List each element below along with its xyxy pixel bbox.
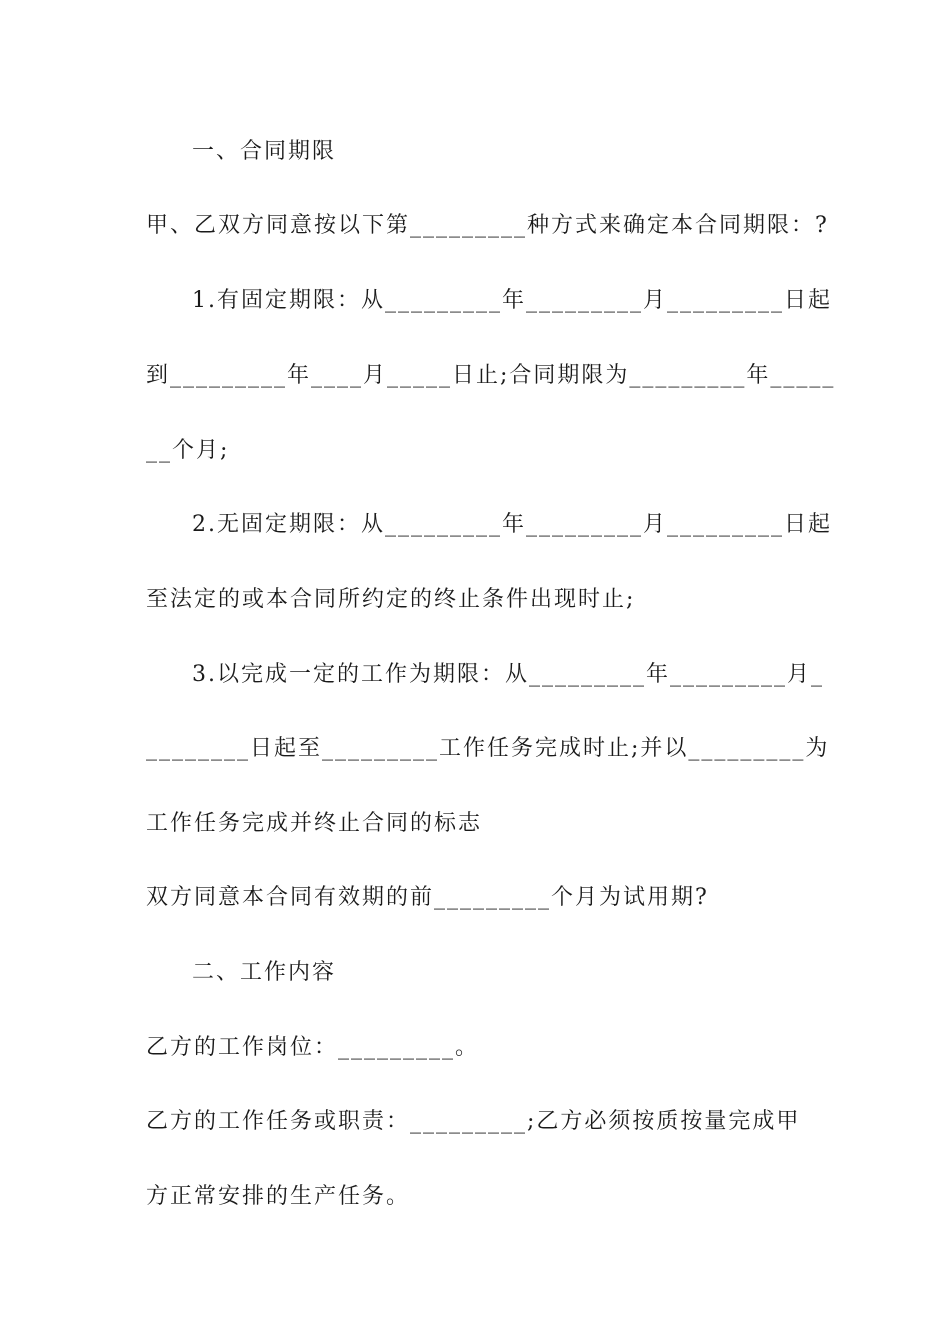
section-heading-work-content: 二、工作内容: [192, 960, 337, 985]
paragraph-line: 乙方的工作任务或职责：_________;乙方必须按质按量完成甲: [146, 1109, 801, 1134]
paragraph-line: 至法定的或本合同所约定的终止条件出现时止;: [146, 587, 636, 612]
paragraph-line: 方正常安排的生产任务。: [146, 1184, 411, 1209]
section-heading-contract-term: 一、合同期限: [192, 139, 337, 164]
paragraph-line: 3.以完成一定的工作为期限：从_________年_________月_: [192, 662, 824, 687]
paragraph-line: 到_________年____月_____日止;合同期限为_________年_____: [146, 363, 836, 388]
paragraph-line: __个月;: [146, 438, 230, 463]
paragraph-line: ________日起至_________工作任务完成时止;并以_________为: [146, 736, 830, 761]
paragraph-line: 双方同意本合同有效期的前_________个月为试用期?: [146, 885, 709, 910]
paragraph-line: 工作任务完成并终止合同的标志: [146, 811, 483, 836]
paragraph-line: 乙方的工作岗位：_________。: [146, 1035, 480, 1060]
paragraph-line: 1.有固定期限：从_________年_________月_________日起: [192, 288, 832, 313]
paragraph-line: 2.无固定期限：从_________年_________月_________日起: [192, 512, 832, 537]
paragraph-line: 甲、乙双方同意按以下第_________种方式来确定本合同期限：?: [146, 213, 829, 238]
